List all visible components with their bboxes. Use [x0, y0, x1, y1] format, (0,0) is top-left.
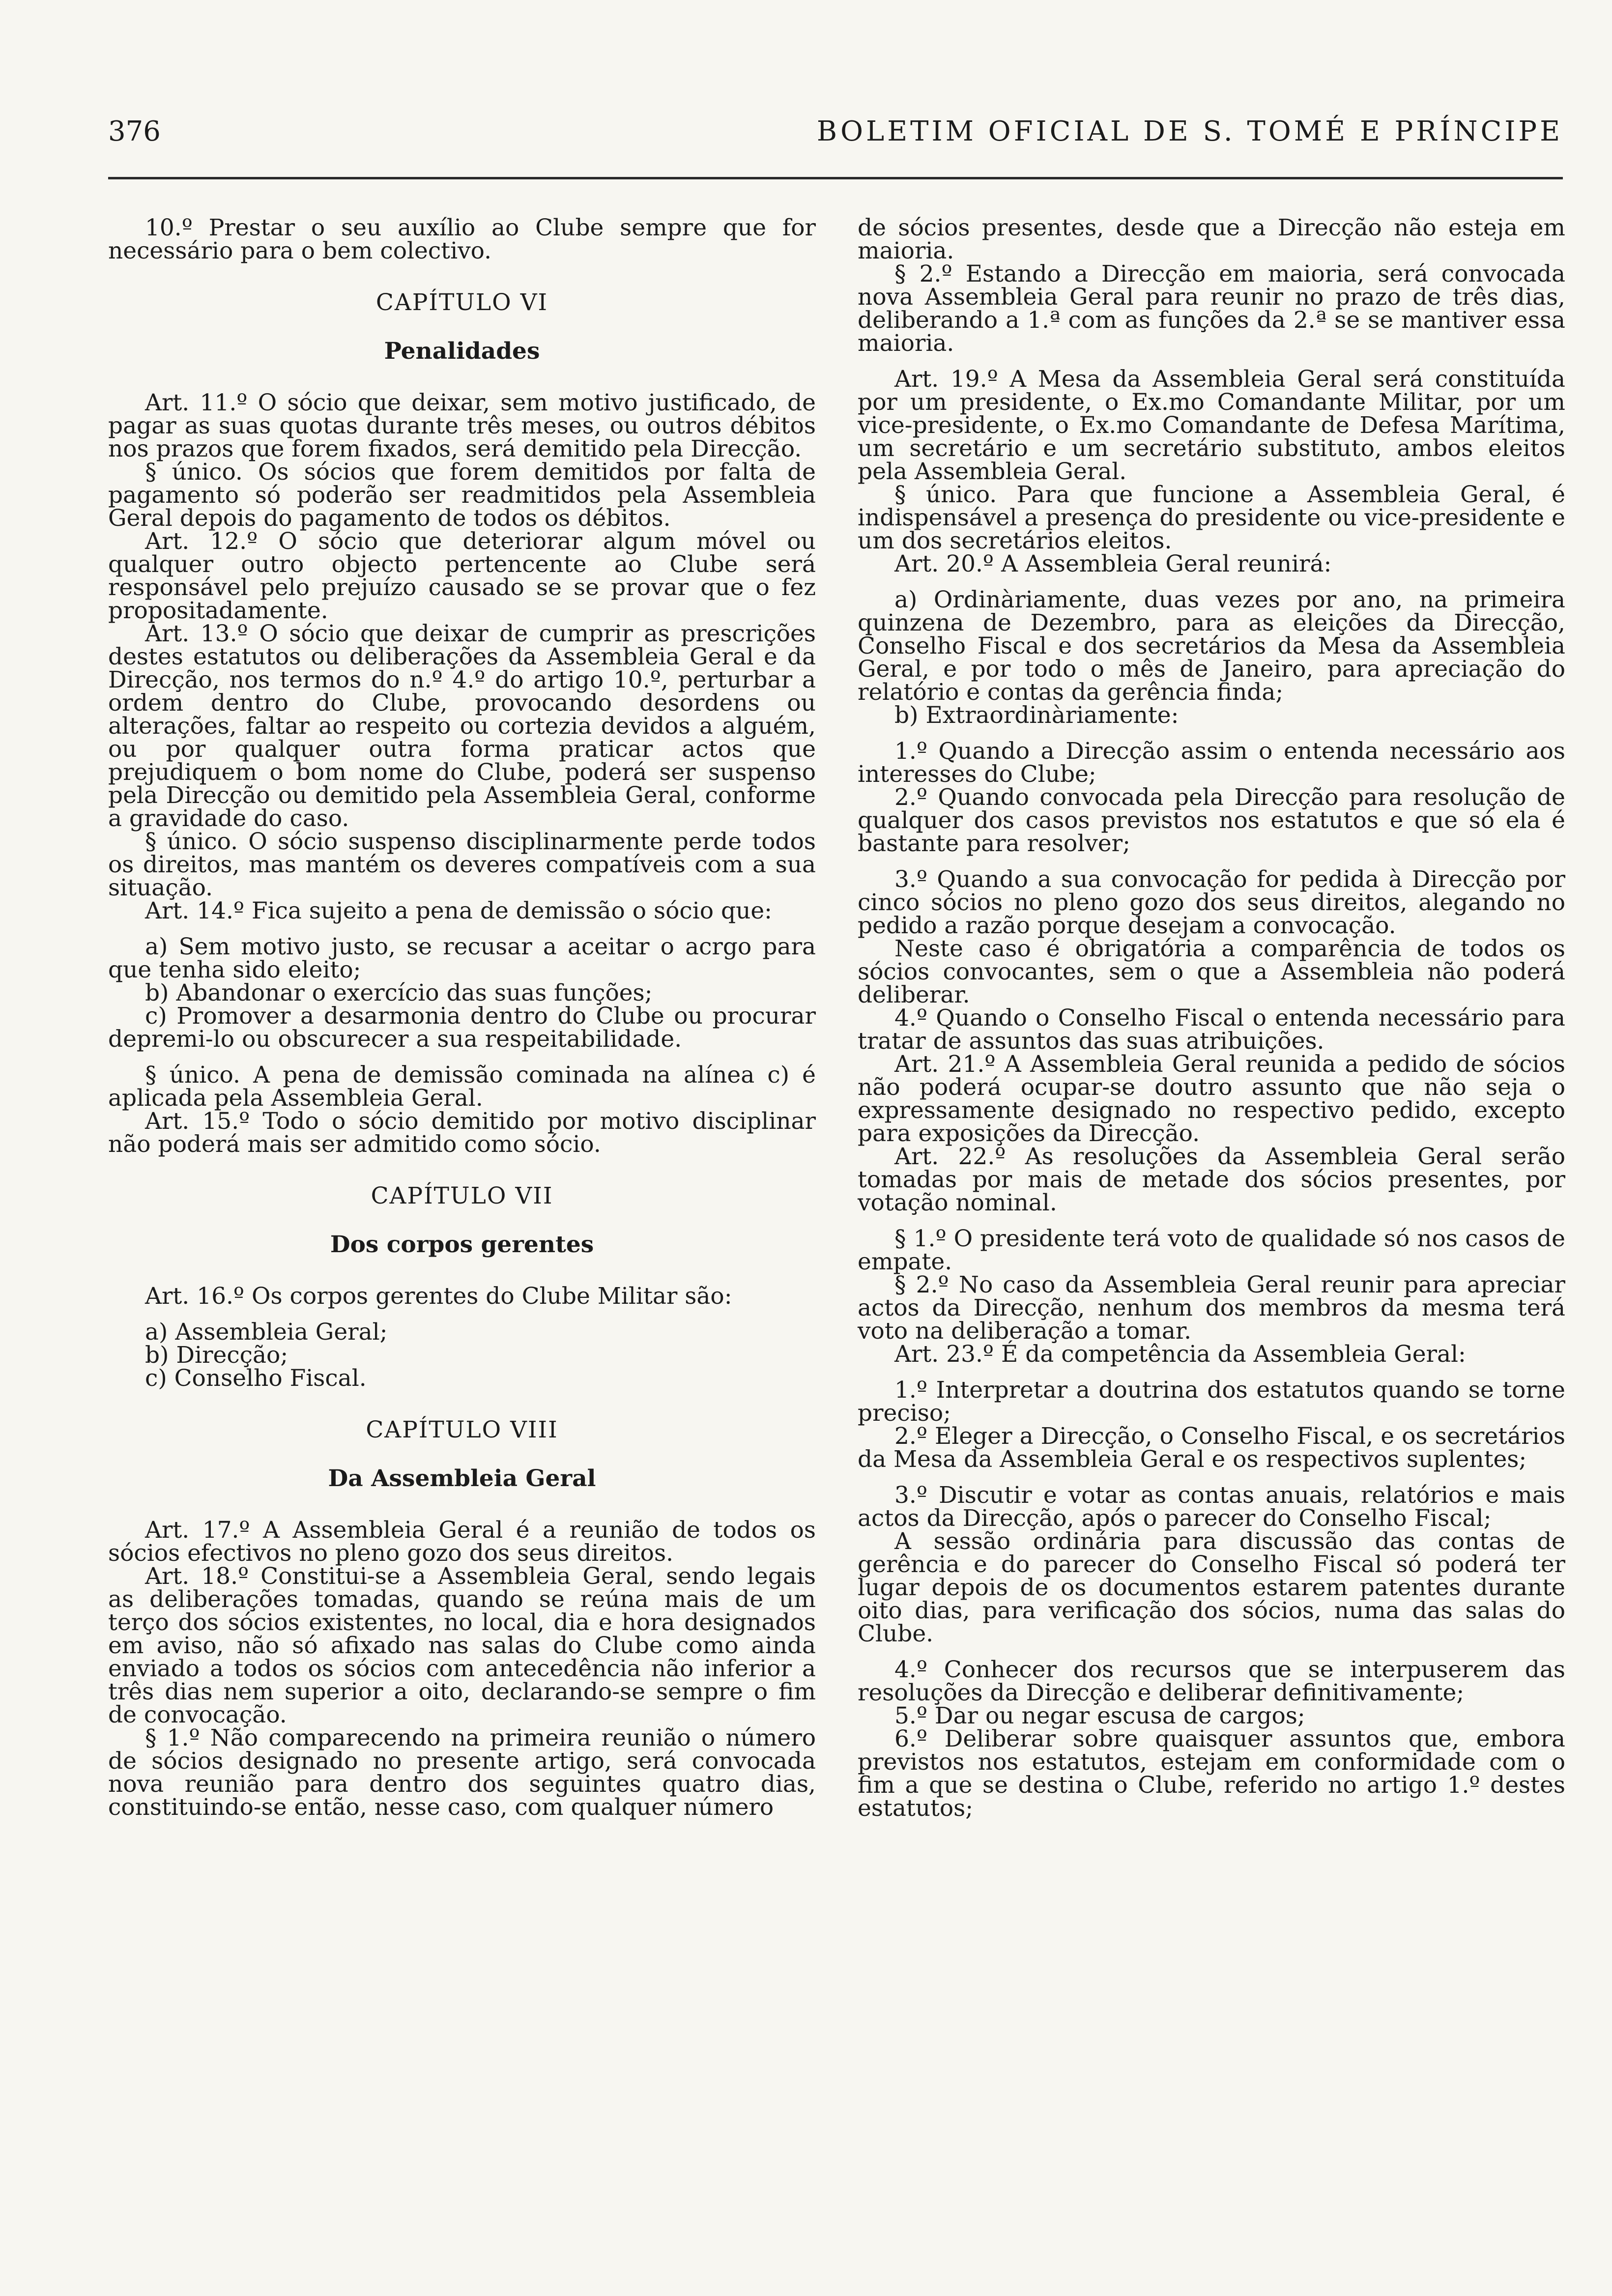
article-20: Art. 20.º A Assembleia Geral reunirá: [894, 550, 1332, 577]
corpos-gerentes-title: Dos corpos gerentes [330, 1231, 594, 1258]
article-13-paragraph-unico: § único. O sócio suspenso disciplinarmente perde todos os direitos, mas mantém os deveres compatíveis com a sua situação. [108, 828, 816, 901]
penalidades-title: Penalidades [384, 338, 540, 365]
article-14-item-b: b) Abandonar o exercício das suas funções; [145, 979, 653, 1006]
article-14-paragraph-unico: § único. A pena de demissão cominada na alínea c) é aplicada pela Assembleia Geral. [108, 1062, 816, 1112]
article-20-item-b-3-note: Neste caso é obrigatória a comparência de todos os sócios convocantes, sem o que a Assembleia não poderá deliberar. [858, 935, 1565, 1008]
article-15: Art. 15.º Todo o sócio demitido por motivo disciplinar não poderá mais ser admitido como sócio. [108, 1108, 816, 1158]
article-23-item-3: 3.º Discutir e votar as contas anuais, relatórios e mais actos da Direcção, após o parecer do Conselho Fiscal; [858, 1482, 1565, 1532]
article-20-item-b-2: 2.º Quando convocada pela Direcção para resolução de qualquer dos casos previstos nos estatutos e que só ela é bastante para resolver; [858, 784, 1565, 857]
article-23-item-1: 1.º Interpretar a doutrina dos estatutos quando se torne preciso; [858, 1377, 1565, 1427]
article-23-item-4: 4.º Conhecer dos recursos que se interpuserem das resoluções da Direcção e deliberar definitivamente; [858, 1656, 1565, 1706]
article-12: Art. 12.º O sócio que deteriorar algum móvel ou qualquer outro objecto pertencente ao Clube será responsável pelo prejuízo causado se se provar que o fez propositadamente. [108, 528, 816, 624]
article-21: Art. 21.º A Assembleia Geral reunida a pedido de sócios não poderá ocupar-se doutro assunto que não seja o expressamente designado no respectivo pedido, excepto para exposições da Direcção. [858, 1051, 1565, 1147]
article-14-item-c: c) Promover a desarmonia dentro do Clube ou procurar depremi-lo ou obscurecer a sua respeitabilidade. [108, 1003, 816, 1053]
article-20-item-b: b) Extraordinàriamente: [894, 702, 1179, 729]
article-13: Art. 13.º O sócio que deixar de cumprir as prescrições destes estatutos ou deliberações da Assembleia Geral e da Direcção, nos termos do n.º 4.º do artigo 10.º, perturbar a ordem dentro do Clube, provocando desordens ou alterações, faltar ao respeito ou cortezia devidos a alguém, ou por qualquer outra forma praticar actos que prejudiquem o bom nome do Clube, poderá ser suspenso pela Direcção ou demitido pela Assembleia Geral, conforme a gravidade do caso. [108, 620, 816, 832]
journal-title: BOLETIM OFICIAL DE S. TOMÉ E PRÍNCIPE [816, 115, 1563, 147]
chapter-vi-heading: CAPÍTULO VI [375, 289, 548, 316]
article-11: Art. 11.º O sócio que deixar, sem motivo justificado, de pagar as suas quotas durante três meses, ou outros débitos nos prazos que forem fixados, será demitido pela Direcção. [108, 389, 816, 462]
article-23-item-5: 5.º Dar ou negar escusa de cargos; [894, 1702, 1305, 1729]
article-20-item-b-4: 4.º Quando o Conselho Fiscal o entenda necessário para tratar de assuntos das suas atribuições. [858, 1004, 1565, 1055]
article-16: Art. 16.º Os corpos gerentes do Clube Militar são: [145, 1283, 732, 1310]
paragraph-item-10: 10.º Prestar o seu auxílio ao Clube sempre que for necessário para o bem colectivo. [108, 214, 816, 264]
article-22-paragraph-2: § 2.º No caso da Assembleia Geral reunir para apreciar actos da Direcção, nenhum dos membros da mesma terá voto na deliberação a tomar. [858, 1271, 1565, 1345]
right-column [858, 216, 1565, 1820]
article-23-item-2: 2.º Eleger a Direcção, o Conselho Fiscal, e os secretários da Mesa da Assembleia Geral e os respectivos suplentes; [858, 1423, 1565, 1473]
article-18-paragraph-2: § 2.º Estando a Direcção em maioria, será convocada nova Assembleia Geral para reunir no prazo de três dias, deliberando a 1.ª com as funções da 2.ª se se mantiver essa maioria. [858, 260, 1565, 357]
page-number: 376 [108, 115, 161, 147]
article-22-paragraph-1: § 1.º O presidente terá voto de qualidade só nos casos de empate. [858, 1225, 1565, 1275]
article-16-item-a: a) Assembleia Geral; [145, 1319, 388, 1346]
article-18-continuation: de sócios presentes, desde que a Direcção não esteja em maioria. [858, 214, 1565, 264]
chapter-vii-heading: CAPÍTULO VII [371, 1182, 553, 1209]
article-23-item-6: 6.º Deliberar sobre quaisquer assuntos que, embora previstos nos estatutos, estejam em conformidade com o fim a que se destina o Clube, referido no artigo 1.º destes estatutos; [858, 1725, 1565, 1822]
article-23-item-3-note: A sessão ordinária para discussão das contas de gerência e do parecer do Conselho Fiscal só poderá ter lugar depois de os documentos estarem patentes durante oito dias, para verificação dos sócios, numa das salas do Clube. [858, 1528, 1565, 1647]
article-19-paragraph-unico: § único. Para que funcione a Assembleia Geral, é indispensável a presença do presidente ou vice-presidente e um dos secretários eleitos. [858, 481, 1565, 554]
article-22: Art. 22.º As resoluções da Assembleia Geral serão tomadas por mais de metade dos sócios presentes, por votação nominal. [858, 1143, 1565, 1216]
article-14: Art. 14.º Fica sujeito a pena de demissão o sócio que: [145, 897, 772, 924]
article-20-item-b-1: 1.º Quando a Direcção assim o entenda necessário aos interesses do Clube; [858, 738, 1565, 788]
header-rule [108, 177, 1563, 179]
article-18-paragraph-1: § 1.º Não comparecendo na primeira reunião o número de sócios designado no presente artigo, será convocada nova reunião para dentro dos seguintes quatro dias, constituindo-se então, nesse caso, com qualquer número [108, 1724, 816, 1821]
article-23: Art. 23.º É da competência da Assembleia Geral: [894, 1341, 1466, 1368]
article-18: Art. 18.º Constitui-se a Assembleia Geral, sendo legais as deliberações tomadas, quando se reúna mais de um terço dos sócios existentes, no local, dia e hora designados em aviso, não só afixado nas salas do Clube como ainda enviado a todos os sócios com antecedência não inferior a três dias nem superior a oito, declarando-se sempre o fim de convocação. [108, 1563, 816, 1728]
assembleia-geral-title: Da Assembleia Geral [328, 1465, 596, 1492]
chapter-viii-heading: CAPÍTULO VIII [366, 1416, 558, 1443]
article-14-item-a: a) Sem motivo justo, se recusar a aceitar o acrgo para que tenha sido eleito; [108, 933, 816, 983]
article-11-paragraph-unico: § único. Os sócios que forem demitidos por falta de pagamento só poderão ser readmitidos pela Assembleia Geral depois do pagamento de todos os débitos. [108, 459, 816, 532]
article-20-item-b-3: 3.º Quando a sua convocação for pedida à Direcção por cinco sócios no pleno gozo dos seus direitos, alegando no pedido a razão porque desejam a convocação. [858, 866, 1565, 939]
article-19: Art. 19.º A Mesa da Assembleia Geral será constituída por um presidente, o Ex.mo Comandante Militar, por um vice-presidente, o Ex.mo Comandante de Defesa Marítima, um secretário e um secretário substituto, ambos eleitos pela Assembleia Geral. [858, 366, 1565, 485]
page-header [108, 115, 1563, 165]
article-16-item-c: c) Conselho Fiscal. [145, 1365, 367, 1392]
left-column [108, 216, 816, 1819]
article-17: Art. 17.º A Assembleia Geral é a reunião de todos os sócios efectivos no pleno gozo dos seus direitos. [108, 1517, 816, 1567]
article-20-item-a: a) Ordinàriamente, duas vezes por ano, na primeira quinzena de Dezembro, para as eleições da Direcção, Conselho Fiscal e dos secretários da Mesa da Assembleia Geral, e por todo o mês de Janeiro, para apreciação do relatório e contas da gerência finda; [858, 586, 1565, 706]
article-16-item-b: b) Direcção; [145, 1342, 288, 1369]
